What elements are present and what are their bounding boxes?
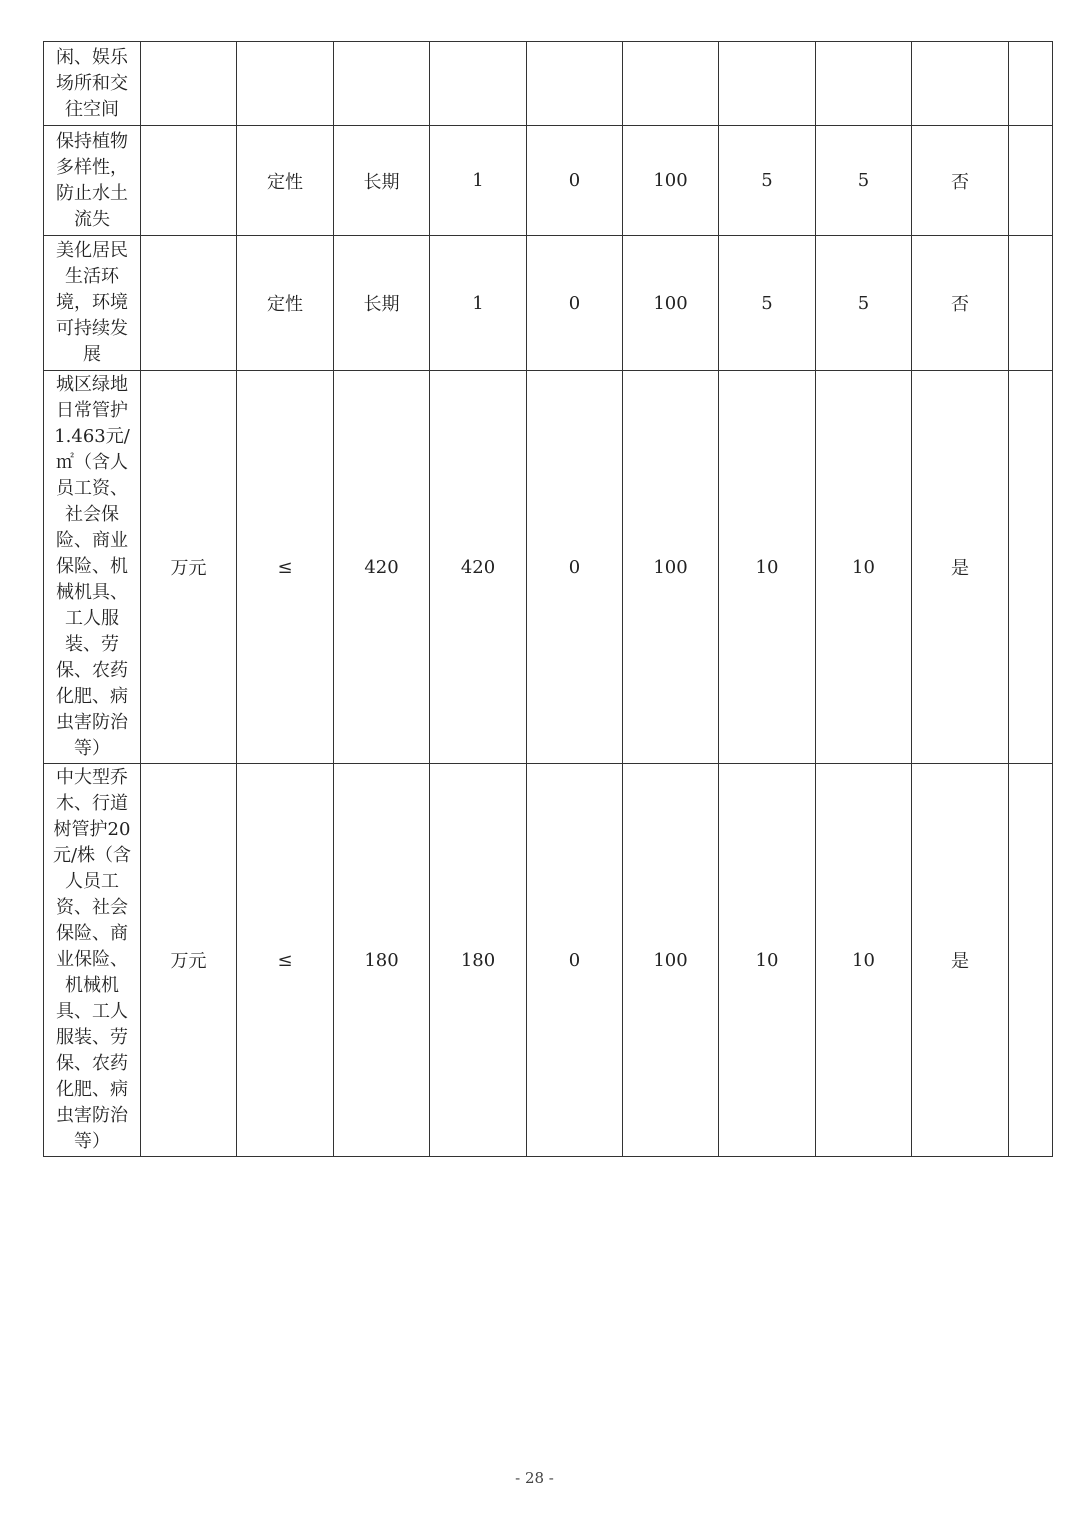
table-row [44,371,1053,764]
unit-cell [141,236,237,371]
annual-target-cell: 180 [334,764,430,1157]
remark-cell [1009,126,1053,236]
deviation-cell: 0 [527,236,623,371]
page-number: - 28 - [515,1469,554,1487]
table-row [44,764,1053,1157]
unit-cell: 万元 [141,764,237,1157]
table-row [44,236,1053,371]
score-cell: 5 [816,126,912,236]
score-cell: 5 [816,236,912,371]
core-indicator-cell: 否 [912,236,1009,371]
indicator-cell: 保持植物多样性，防止水土流失 [44,126,141,236]
property-cell: 定性 [237,126,334,236]
completion-rate-cell: 100 [623,126,719,236]
property-cell [237,42,334,126]
deviation-cell [527,42,623,126]
remark-cell [1009,42,1053,126]
completion-rate-cell: 100 [623,371,719,764]
weight-cell: 5 [719,236,816,371]
annual-target-cell: 420 [334,371,430,764]
completion-rate-cell: 100 [623,236,719,371]
score-cell: 10 [816,764,912,1157]
core-indicator-cell: 否 [912,126,1009,236]
annual-target-cell: 长期 [334,126,430,236]
property-cell: 定性 [237,236,334,371]
score-cell [816,42,912,126]
table-row [44,42,1053,126]
remark-cell [1009,236,1053,371]
score-cell: 10 [816,371,912,764]
weight-cell: 10 [719,371,816,764]
weight-cell: 5 [719,126,816,236]
performance-indicator-table [43,41,1053,1157]
completion-rate-cell: 100 [623,764,719,1157]
core-indicator-cell [912,42,1009,126]
unit-cell [141,42,237,126]
weight-cell [719,42,816,126]
indicator-cell: 中大型乔木、行道树管护20元/株（含人员工资、社会保险、商业保险、机械机具、工人服装、劳保、农药化肥、病虫害防治等） [44,764,141,1157]
indicator-cell: 美化居民生活环境，环境可持续发展 [44,236,141,371]
actual-value-cell [430,42,527,126]
actual-value-cell: 420 [430,371,527,764]
actual-value-cell: 180 [430,764,527,1157]
indicator-cell: 城区绿地日常管护1.463元/㎡（含人员工资、社会保险、商业保险、机械机具、工人服装、劳保、农药化肥、病虫害防治等） [44,371,141,764]
annual-target-cell [334,42,430,126]
core-indicator-cell: 是 [912,371,1009,764]
annual-target-cell: 长期 [334,236,430,371]
property-cell: ≤ [237,371,334,764]
weight-cell: 10 [719,764,816,1157]
remark-cell [1009,371,1053,764]
remark-cell [1009,764,1053,1157]
unit-cell [141,126,237,236]
table-row [44,126,1053,236]
deviation-cell: 0 [527,764,623,1157]
deviation-cell: 0 [527,126,623,236]
core-indicator-cell: 是 [912,764,1009,1157]
actual-value-cell: 1 [430,126,527,236]
deviation-cell: 0 [527,371,623,764]
actual-value-cell: 1 [430,236,527,371]
completion-rate-cell [623,42,719,126]
indicator-cell: 闲、娱乐场所和交往空间 [44,42,141,126]
unit-cell: 万元 [141,371,237,764]
property-cell: ≤ [237,764,334,1157]
